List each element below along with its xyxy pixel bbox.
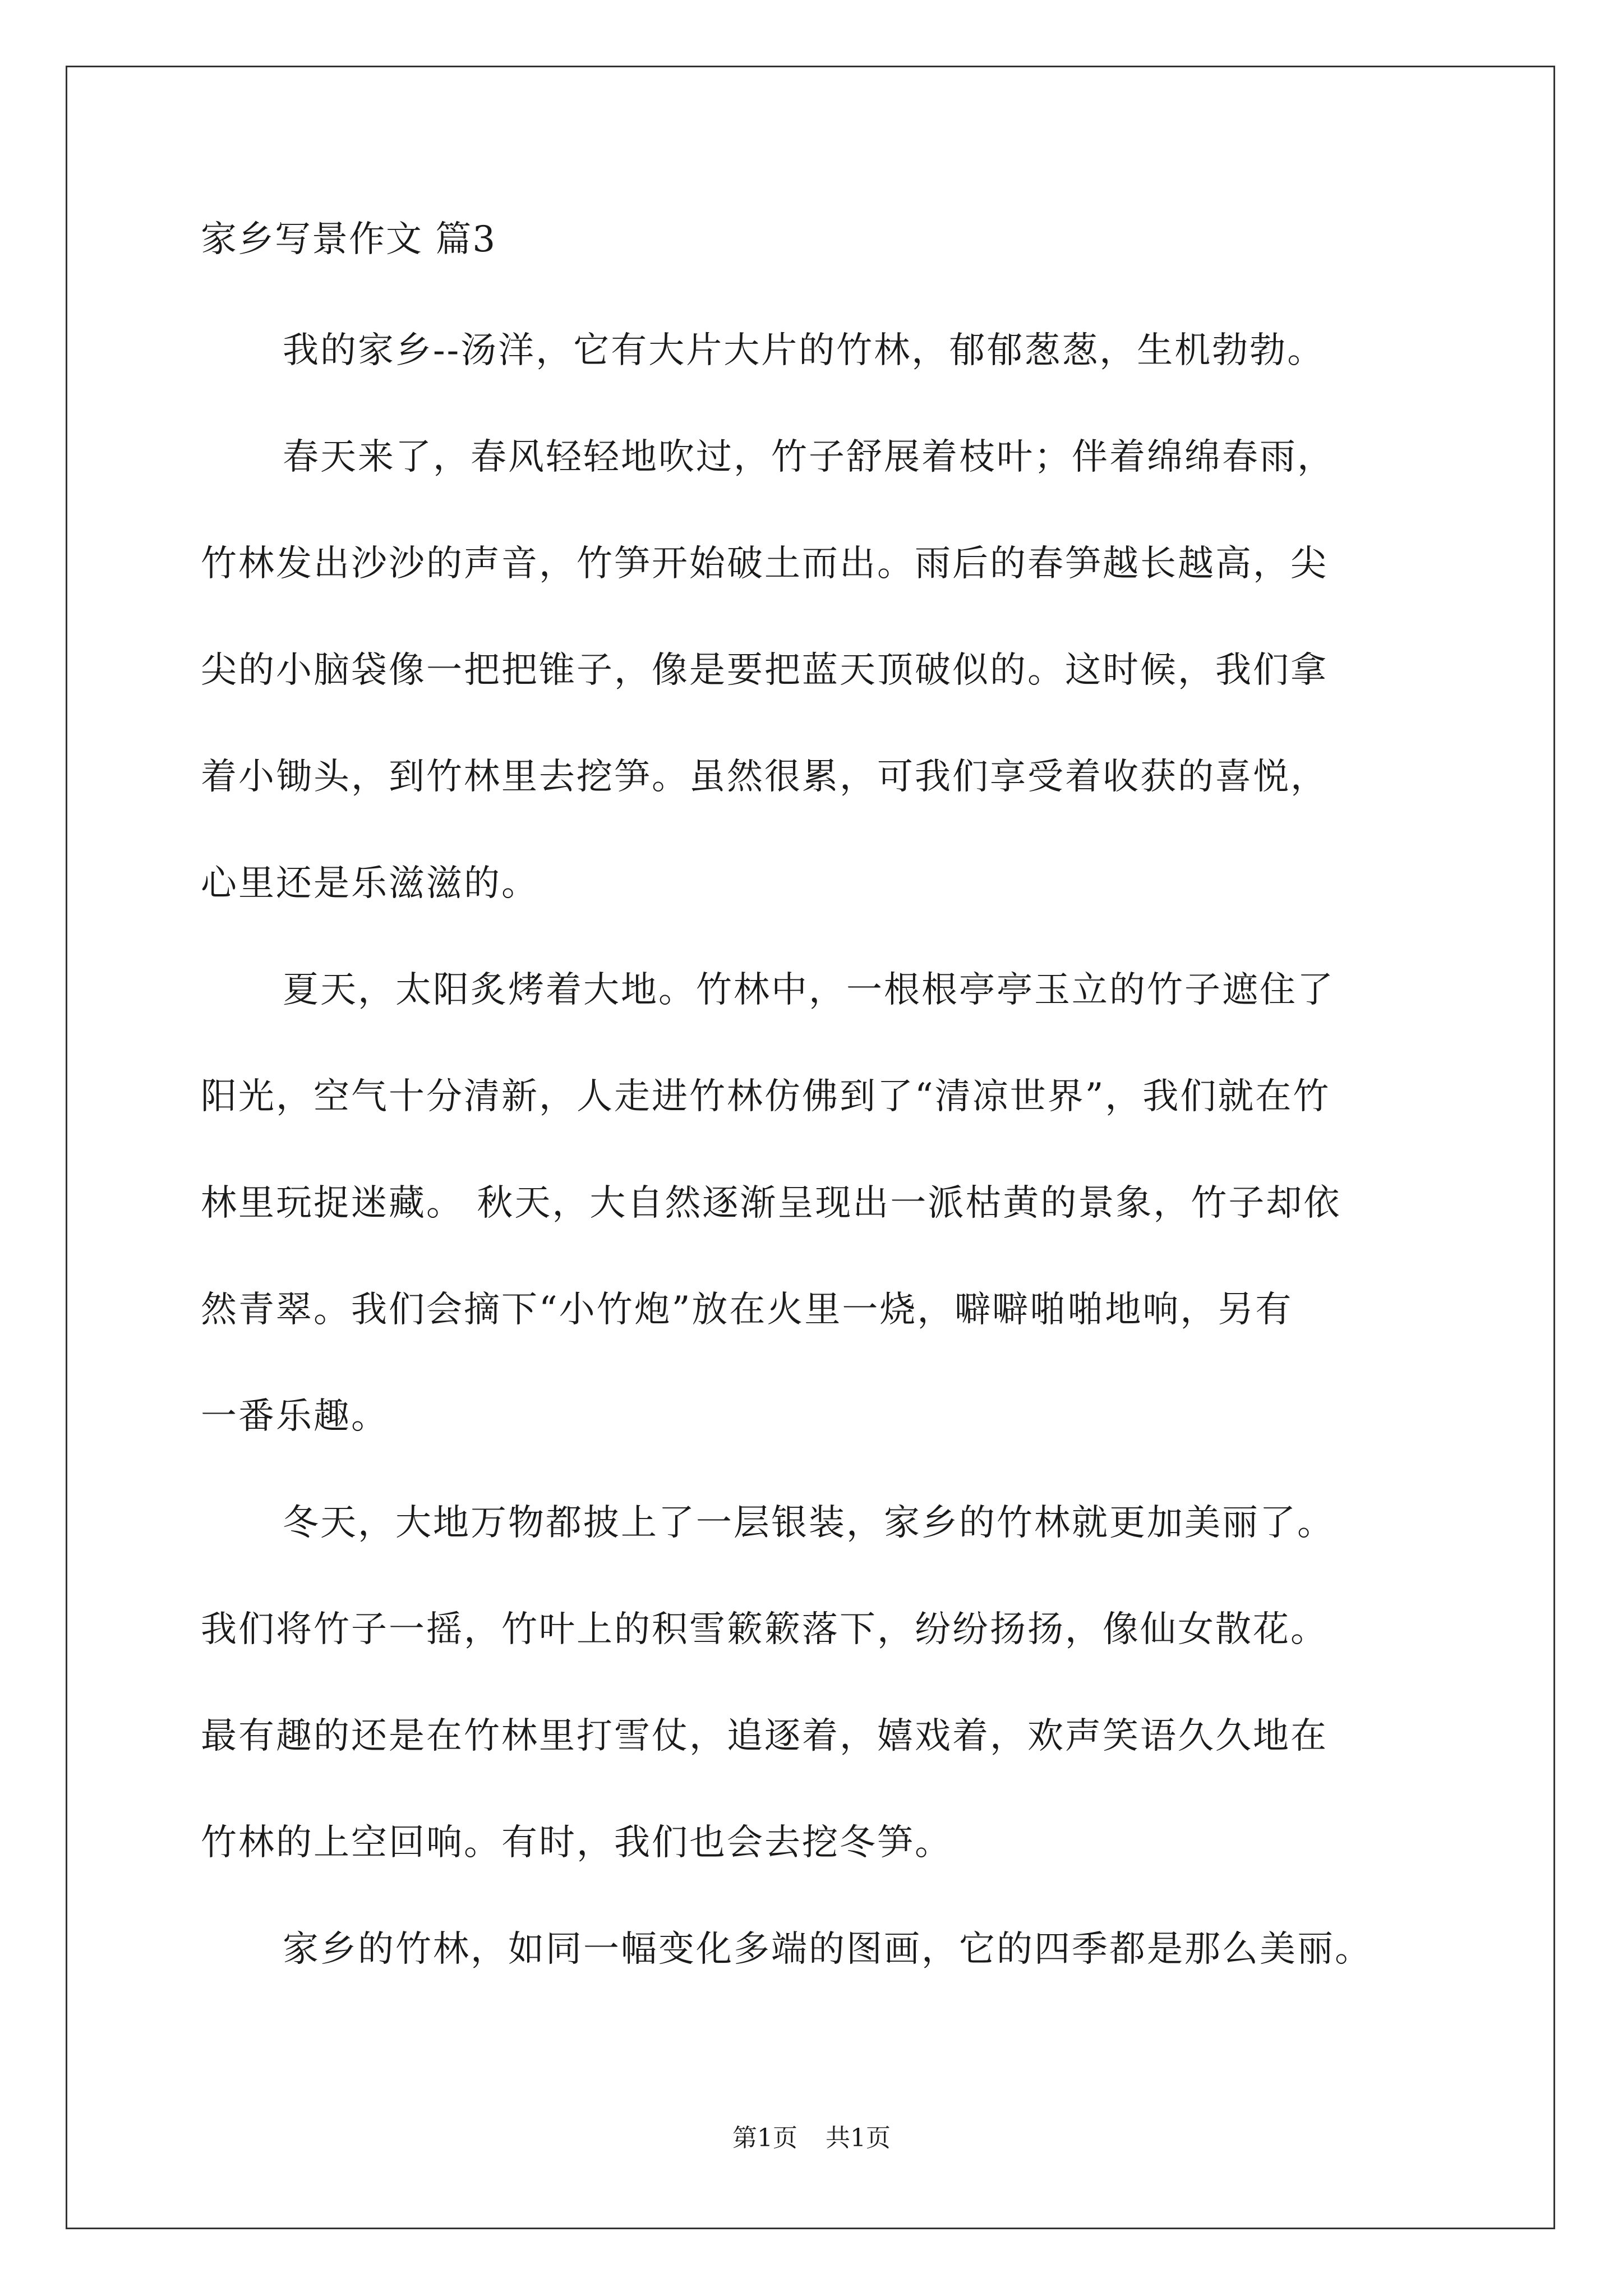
paragraph-line: 一番乐趣。 [201,1396,389,1437]
paragraph-line: 着小锄头，到竹林里去挖笋。虽然很累，可我们享受着收获的喜悦， [201,756,1328,798]
paragraph-line: 阳光，空气十分清新，人走进竹林仿佛到了“清凉世界”，我们就在竹 [201,1076,1331,1117]
paragraph-line: 林里玩捉迷藏。 秋天，大自然逐渐呈现出一派枯黄的景象，竹子却依 [201,1182,1341,1224]
paragraph-line: 心里还是乐滋滋的。 [201,863,539,904]
page-footer [0,2126,1623,2151]
paragraph-line: 竹林发出沙沙的声音，竹笋开始破土而出。雨后的春笋越长越高，尖 [201,543,1328,585]
paragraph-line: 尖的小脑袋像一把把锥子，像是要把蓝天顶破似的。这时候，我们拿 [201,650,1328,691]
page-number: 第1页 [732,2124,797,2152]
document-body [201,297,1435,2003]
paragraph-line: 最有趣的还是在竹林里打雪仗，追逐着，嬉戏着，欢声笑语久久地在 [201,1715,1328,1757]
paragraph-line: 然青翠。我们会摘下“小竹炮”放在火里一烧，噼噼啪啪地响，另有 [201,1289,1293,1331]
paragraph-line: 冬天，大地万物都披上了一层银装，家乡的竹林就更加美丽了。 [283,1502,1335,1544]
paragraph-line: 我们将竹子一摇，竹叶上的积雪簌簌落下，纷纷扬扬，像仙女散花。 [201,1609,1328,1650]
paragraph-line: 我的家乡--汤洋，它有大片大片的竹林，郁郁葱葱，生机勃勃。 [283,330,1325,371]
paragraph-line: 夏天，太阳炙烤着大地。竹林中，一根根亭亭玉立的竹子遮住了 [283,969,1335,1011]
document-title: 家乡写景作文 篇3 [201,219,497,260]
paragraph-line: 春天来了，春风轻轻地吹过，竹子舒展着枝叶；伴着绵绵春雨， [283,436,1335,478]
paragraph-line: 竹林的上空回响。有时，我们也会去挖冬笋。 [201,1822,952,1864]
page-total: 共1页 [826,2124,891,2152]
paragraph-line: 家乡的竹林，如同一幅变化多端的图画，它的四季都是那么美丽。 [283,1929,1372,1970]
